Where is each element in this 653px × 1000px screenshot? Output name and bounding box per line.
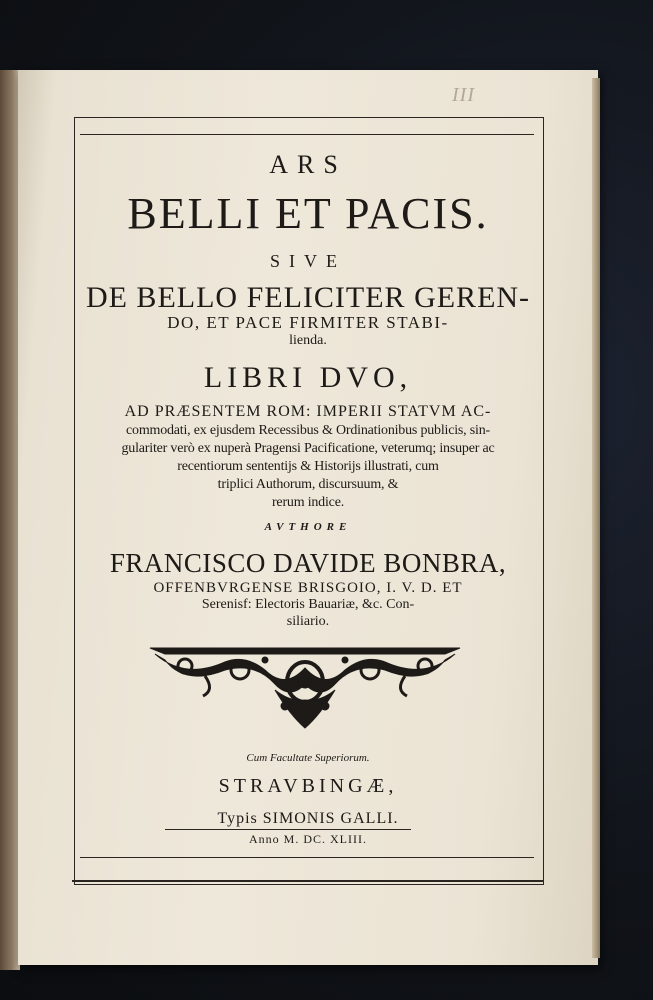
bottom-rule-inner: [80, 857, 534, 858]
shelfmark: III: [452, 84, 475, 106]
subtitle-line-1: DE BELLO FELICITER GEREN-: [85, 281, 531, 314]
imprint-year: Anno M. DC. XLIII.: [249, 832, 367, 846]
body-line-5: triplici Authorum, discursuum, &: [217, 477, 399, 492]
bottom-rule-outer: [72, 880, 544, 882]
main-title: BELLI ET PACIS.: [127, 189, 489, 238]
author-line-1: OFFENBVRGENSE BRISGOIO, I. V. D. ET: [153, 580, 463, 596]
author-line-3: siliario.: [286, 614, 330, 629]
author-line-2: Serenisf: Electoris Bauariæ, &c. Con-: [201, 597, 415, 612]
book-spine: [0, 70, 20, 970]
title-sive: SIVE: [270, 251, 346, 271]
body-line-1: AD PRÆSENTEM ROM: IMPERII STATVM AC-: [124, 403, 492, 420]
subtitle-line-3: lienda.: [289, 333, 327, 348]
imprint-place: STRAVBINGÆ,: [218, 775, 398, 797]
subtitle-line-2: DO, ET PACE FIRMITER STABI-: [167, 313, 449, 332]
body-line-4: recentiorum sententijs & Historijs illustrati, cum: [177, 459, 439, 474]
body-line-6: rerum indice.: [271, 495, 345, 510]
top-rule: [80, 134, 534, 135]
libri-duo: LIBRI DVO,: [203, 361, 413, 394]
author-name: FRANCISCO DAVIDE BONBRA,: [109, 548, 507, 578]
privilege-line: Cum Facultate Superiorum.: [246, 752, 370, 764]
imprint-rule: [165, 829, 411, 830]
authore-label: AVTHORE: [264, 521, 352, 533]
printers-ornament: [145, 640, 465, 730]
body-line-2: commodati, ex ejusdem Recessibus & Ordinationibus publicis, sin-: [126, 423, 490, 438]
title-ars: ARS: [269, 150, 347, 179]
imprint-printer: Typis SIMONIS GALLI.: [217, 810, 399, 827]
page-fore-edge: [592, 78, 600, 958]
body-line-3: gulariter verò ex nuperà Pragensi Pacificatione, veterumq; insuper ac: [121, 441, 495, 456]
